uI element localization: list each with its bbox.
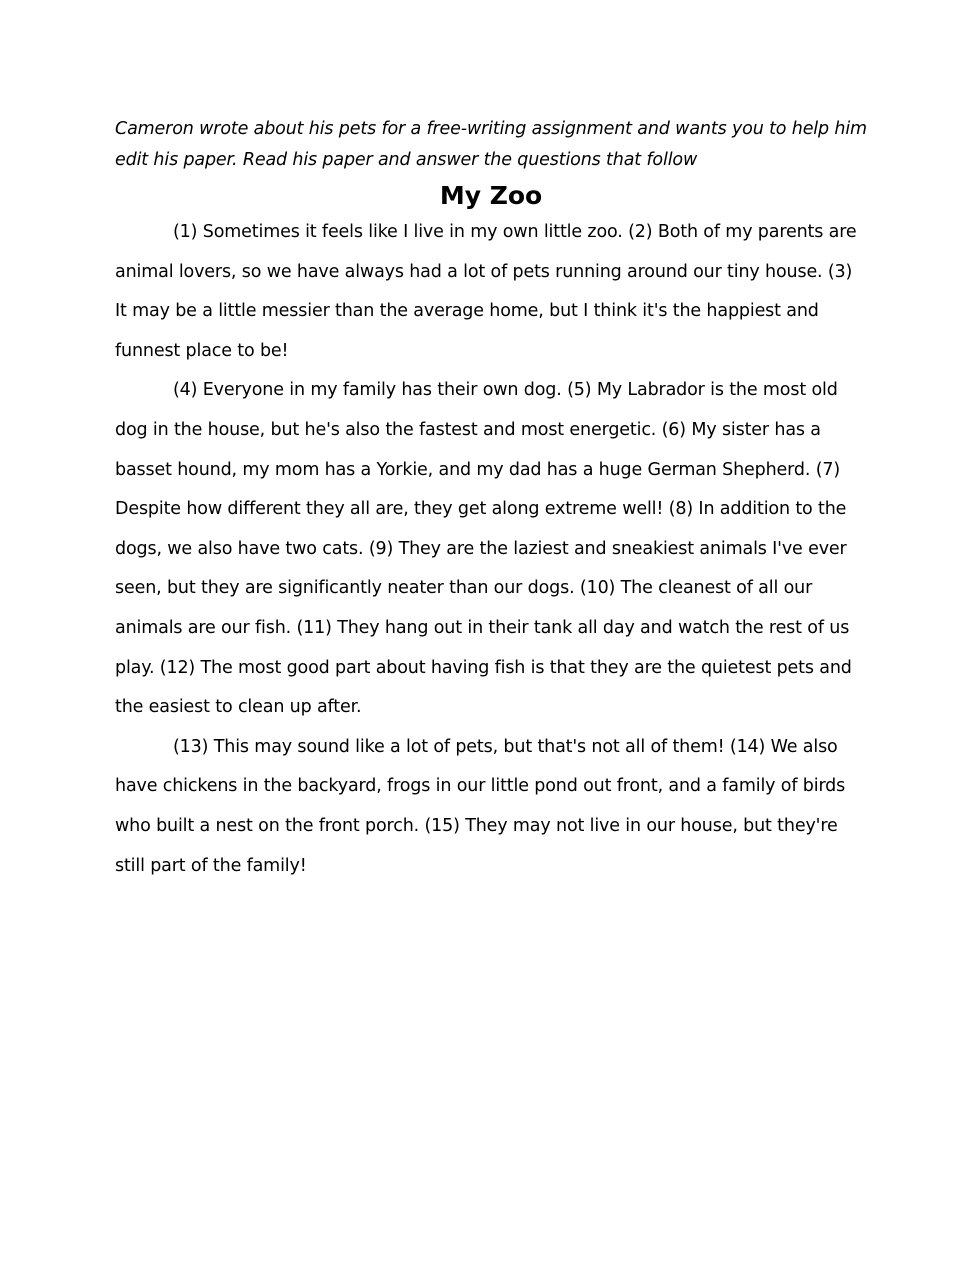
document-page xyxy=(115,114,867,886)
essay-paragraph-2: (4) Everyone in my family has their own dog. (5) My Labrador is the most old dog in the house, but he's also the fastest and most energetic. (6) My sister has a basset hound, my mom has a Yorkie, and my dad has a huge German Shepherd. (7) Despite how different they all are, they get along extreme well! (8) In addition to the dogs, we also have two cats. (9) They are the laziest and sneakiest animals I've ever seen, but they are significantly neater than our dogs. (10) The cleanest of all our animals are our fish. (11) They hang out in their tank all day and watch the rest of us play. (12) The most good part about having fish is that they are the quietest pets and the easiest to clean up after. xyxy=(115,380,852,718)
essay-title: My Zoo xyxy=(439,181,543,210)
essay-paragraph-3: (13) This may sound like a lot of pets, but that's not all of them! (14) We also have chickens in the backyard, frogs in our little pond out front, and a family of birds who built a nest on the front porch. (15) They may not live in our house, but they're still part of the family! xyxy=(115,736,846,876)
essay-paragraph-1: (1) Sometimes it feels like I live in my own little zoo. (2) Both of my parents are animal lovers, so we have always had a lot of pets running around our tiny house. (3) It may be a little messier than the average home, but I think it's the happiest and funnest place to be! xyxy=(115,222,857,361)
assignment-instructions: Cameron wrote about his pets for a free-writing assignment and wants you to help him edit his paper. Read his paper and answer the questions that follow xyxy=(115,119,867,170)
